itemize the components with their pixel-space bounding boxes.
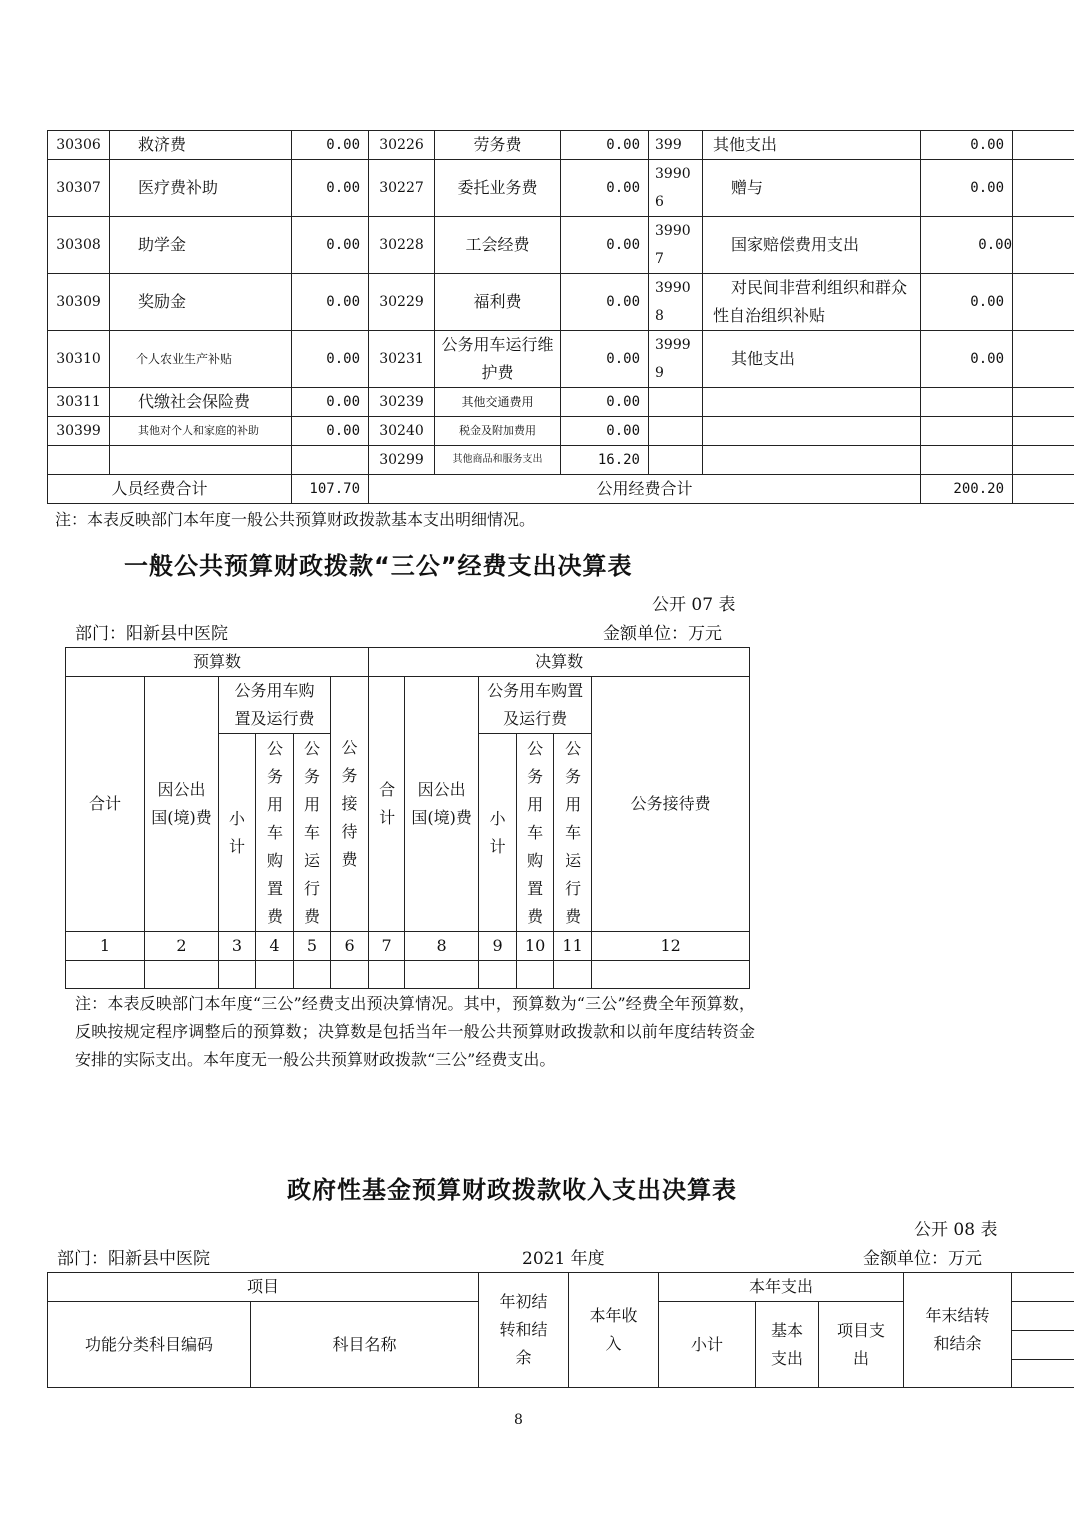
budget-total-header: 合计 <box>66 677 145 932</box>
public-total-value: 200.20 <box>921 475 1013 504</box>
department: 部门：阳新县中医院 <box>75 624 228 644</box>
budget-abroad-header: 因公出国(境)费 <box>145 677 219 932</box>
final-car-buy-header: 公务用车购置费 <box>517 734 554 932</box>
begin-balance-header: 年初结转和结余 <box>479 1273 569 1388</box>
table-row: 30311 代缴社会保险费 0.00 30239 其他交通费用 0.00 <box>48 388 1074 417</box>
budget-car-header: 公务用车购置及运行费 <box>219 677 331 734</box>
table-row: 30310 个人农业生产补贴 0.00 30231 公务用车运行维护费 0.00 39999 其他支出 0.00 <box>48 331 1074 388</box>
budget-reception-header: 公务接待费 <box>331 677 369 932</box>
table1-note: 注：本表反映部门本年度一般公共预算财政拨款基本支出明细情况。 <box>55 510 536 529</box>
function-code-header: 功能分类科目编码 <box>48 1302 251 1388</box>
fund-year: 2021 年度 <box>522 1249 605 1269</box>
public-total-label: 公用经费合计 <box>369 475 921 504</box>
budget-car-run-header: 公务用车运行费 <box>294 734 331 932</box>
final-total-header: 合计 <box>369 677 405 932</box>
three-public-table <box>65 647 750 989</box>
final-abroad-header: 因公出国(境)费 <box>405 677 479 932</box>
basic-expense-header: 基本支出 <box>756 1302 819 1388</box>
amount-unit: 金额单位：万元 <box>603 624 722 644</box>
fund-department: 部门：阳新县中医院 <box>57 1249 210 1269</box>
end-balance-header: 年末结转和结余 <box>904 1273 1012 1388</box>
table-row: 30399 其他对个人和家庭的补助 0.00 30240 税金及附加费用 0.00 <box>48 417 1074 446</box>
fund-amount-unit: 金额单位：万元 <box>863 1249 982 1269</box>
table-row: 30308 助学金 0.00 30228 工会经费 0.00 39907 国家赔偿费用支出 0.00 <box>48 217 1074 274</box>
income-header: 本年收入 <box>569 1273 659 1388</box>
table2-note: 注：本表反映部门本年度“三公”经费支出预决算情况。其中，预算数为“三公”经费全年预算数，反映按规定程序调整后的预算数；决算数是包括当年一般公共预算财政拨款和以前年度结转资金安排的实际支出。本年度无一般公共预算财政拨款“三公”经费支出。 <box>75 994 755 1069</box>
table-number: 公开 07 表 <box>652 595 736 615</box>
final-header: 决算数 <box>369 648 750 677</box>
table-row: 30307 医疗费补助 0.00 30227 委托业务费 0.00 39906 赠与 0.00 <box>48 160 1074 217</box>
budget-car-buy-header: 公务用车购置费 <box>256 734 294 932</box>
table-row: 30299 其他商品和服务支出 16.20 <box>48 446 1074 475</box>
fund-table <box>47 1272 1074 1388</box>
final-reception-header: 公务接待费 <box>592 677 750 932</box>
table-row: 30306 救济费 0.00 30226 劳务费 0.00 399 其他支出 0.00 <box>48 131 1074 160</box>
item-header: 项目 <box>48 1273 479 1302</box>
page-number: 8 <box>514 1412 523 1428</box>
subject-name-header: 科目名称 <box>251 1302 479 1388</box>
basic-expense-table <box>47 130 1074 504</box>
fund-title: 政府性基金预算财政拨款收入支出决算表 <box>287 1176 737 1204</box>
expense-subtotal-header: 小计 <box>659 1302 756 1388</box>
table-row <box>66 961 750 989</box>
final-car-run-header: 公务用车运行费 <box>554 734 592 932</box>
budget-subtotal-header: 小计 <box>219 734 256 932</box>
personnel-total-label: 人员经费合计 <box>48 475 292 504</box>
budget-header: 预算数 <box>66 648 369 677</box>
expense-header: 本年支出 <box>659 1273 904 1302</box>
final-car-header: 公务用车购置及运行费 <box>479 677 592 734</box>
final-subtotal-header: 小计 <box>479 734 517 932</box>
personnel-total-value: 107.70 <box>292 475 369 504</box>
fund-table-number: 公开 08 表 <box>914 1220 998 1240</box>
page-title: 一般公共预算财政拨款“三公”经费支出决算表 <box>124 552 633 580</box>
totals-row <box>48 475 1074 504</box>
column-number-row: 1 2 3 4 5 6 7 8 9 10 11 12 <box>66 932 750 961</box>
project-expense-header: 项目支出 <box>819 1302 904 1388</box>
table-row: 30309 奖励金 0.00 30229 福利费 0.00 39908 对民间非营利组织和群众性自治组织补贴 0.00 <box>48 274 1074 331</box>
